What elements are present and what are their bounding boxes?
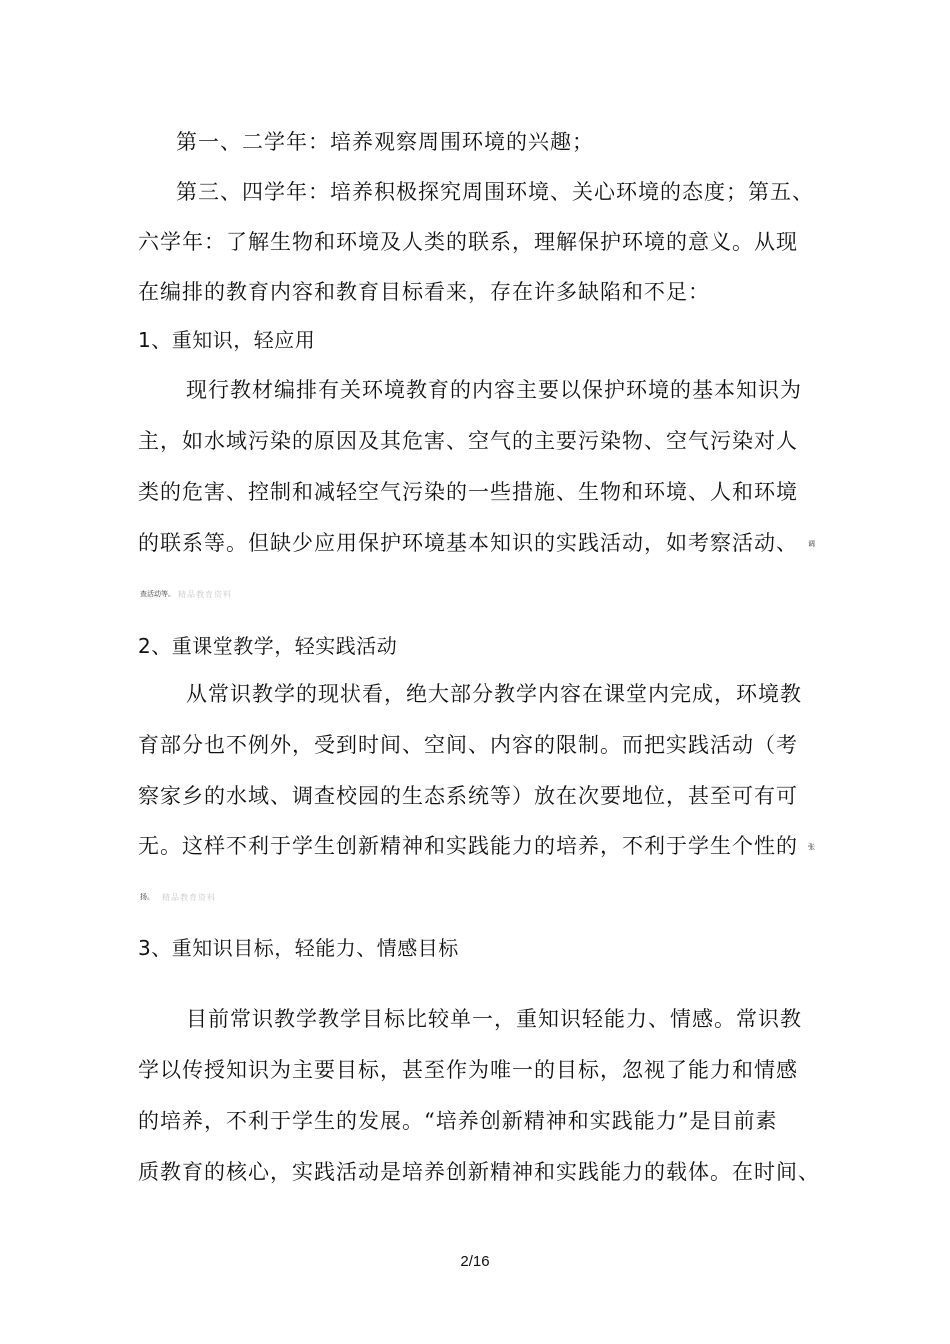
continuation-char: 张 [808,843,815,851]
paragraph-line: 在编排的教育内容和教育目标看来，存在许多缺陷和不足： [138,280,710,304]
paragraph-line: 质教育的核心，实践活动是培养创新精神和实践能力的载体。在时间、 [138,1160,820,1184]
paragraph-line: 无。这样不利于学生创新精神和实践能力的培养，不利于学生个性的 [138,834,798,858]
paragraph-line: 察家乡的水域、调查校园的生态系统等）放在次要地位，甚至可有可 [138,784,798,808]
paragraph-line: 从常识教学的现状看，绝大部分教学内容在课堂内完成，环境教 [186,682,802,706]
section-heading-3: 3、重知识目标，轻能力、情感目标 [138,936,459,960]
paragraph-line: 现行教材编排有关环境教育的内容主要以保护环境的基本知识为 [186,378,802,402]
paragraph-line: 的联系等。但缺少应用保护环境基本知识的实践活动，如考察活动、 [138,531,798,555]
paragraph-line: 的培养，不利于学生的发展。“培养创新精神和实践能力”是目前素 [138,1109,778,1133]
paragraph-line: 六学年：了解生物和环境及人类的联系，理解保护环境的意义。从现 [138,230,798,254]
paragraph-line: 学以传授知识为主要目标，甚至作为唯一的目标，忽视了能力和情感 [138,1058,798,1082]
paragraph-line: 类的危害、控制和减轻空气污染的一些措施、生物和环境、人和环境 [138,480,798,504]
watermark-text: 精品教育资料 [178,590,232,599]
continuation-text: 查活动等。 [140,590,175,598]
paragraph-line: 主，如水域污染的原因及其危害、空气的主要污染物、空气污染对人 [138,429,798,453]
paragraph-line: 第三、四学年：培养积极探究周围环境、关心环境的态度；第五、 [176,180,814,204]
section-heading-1: 1、重知识，轻应用 [138,328,316,352]
continuation-char: 调 [808,540,815,548]
continuation-text: 扬。 [140,893,154,901]
paragraph-line: 目前常识教学教学目标比较单一，重知识轻能力、情感。常识教 [186,1007,802,1031]
paragraph-line: 育部分也不例外，受到时间、空间、内容的限制。而把实践活动（考 [138,733,798,757]
paragraph-line: 第一、二学年：培养观察周围环境的兴趣； [176,130,594,154]
section-heading-2: 2、重课堂教学，轻实践活动 [138,634,398,658]
watermark-text: 精品教育资料 [162,893,216,902]
page-number: 2/16 [460,1253,490,1270]
